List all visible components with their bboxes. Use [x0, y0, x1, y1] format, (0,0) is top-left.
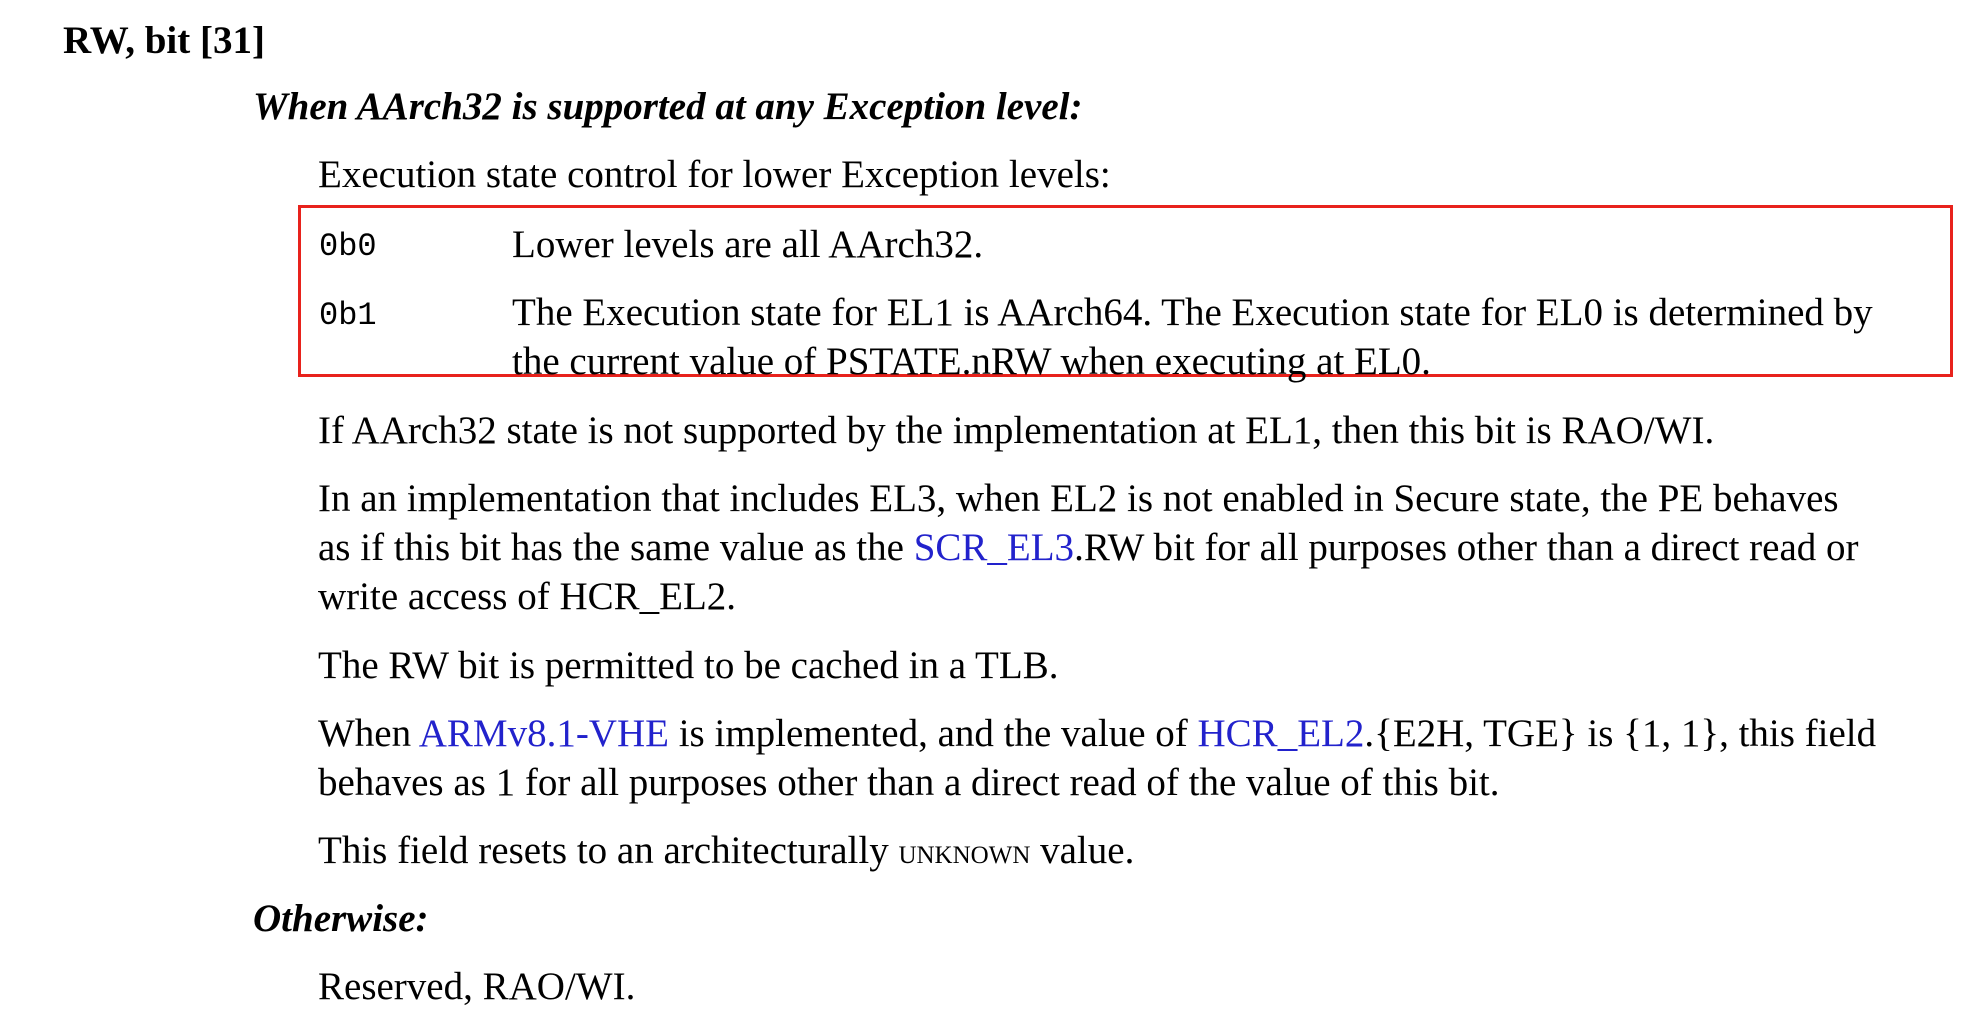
reset-paragraph	[318, 826, 1134, 876]
tlb-paragraph: The RW bit is permitted to be cached in a TLB.	[318, 644, 1059, 687]
scr-el3-link[interactable]: SCR_EL3	[913, 526, 1075, 569]
value-desc-0b1-line1: The Execution state for EL1 is AArch64. The Execution state for EL0 is determined by	[512, 291, 1873, 334]
armv8-vhe-link[interactable]: ARMv8.1-VHE	[418, 712, 669, 755]
unknown-term: unknown	[898, 832, 1031, 871]
reset-text-before: This field resets to an architecturally	[318, 829, 899, 872]
el3-text-after-link: .RW bit for all purposes other than a direct read or	[1074, 526, 1859, 569]
intro-text: Execution state control for lower Exception levels:	[318, 153, 1111, 196]
el3-paragraph-line3: write access of HCR_EL2.	[318, 575, 737, 618]
el3-paragraph-line2	[318, 523, 1859, 572]
value-code-0b0: 0b0	[319, 228, 377, 265]
reset-text-after: value.	[1030, 829, 1135, 872]
vhe-text-before: When	[318, 712, 419, 755]
value-desc-0b0: Lower levels are all AArch32.	[512, 223, 984, 266]
rao-paragraph: If AArch32 state is not supported by the implementation at EL1, then this bit is RAO/WI.	[318, 409, 1715, 452]
otherwise-text: Reserved, RAO/WI.	[318, 965, 636, 1008]
field-heading: RW, bit [31]	[63, 19, 265, 62]
vhe-text-after: .{E2H, TGE} is {1, 1}, this field	[1364, 712, 1877, 755]
value-code-0b1: 0b1	[319, 297, 377, 334]
vhe-paragraph-line1	[318, 709, 1876, 758]
hcr-el2-link[interactable]: HCR_EL2	[1197, 712, 1365, 755]
value-desc-0b1-line2: the current value of PSTATE.nRW when executing at EL0.	[512, 340, 1431, 383]
condition-supported-heading: When AArch32 is supported at any Exception level:	[253, 85, 1083, 128]
el3-text-before-link: as if this bit has the same value as the	[318, 526, 914, 569]
condition-otherwise-heading: Otherwise:	[253, 897, 429, 940]
vhe-paragraph-line2: behaves as 1 for all purposes other than a direct read of the value of this bit.	[318, 761, 1500, 804]
vhe-text-middle: is implemented, and the value of	[668, 712, 1198, 755]
el3-paragraph-line1: In an implementation that includes EL3, when EL2 is not enabled in Secure state, the PE behaves	[318, 477, 1839, 520]
